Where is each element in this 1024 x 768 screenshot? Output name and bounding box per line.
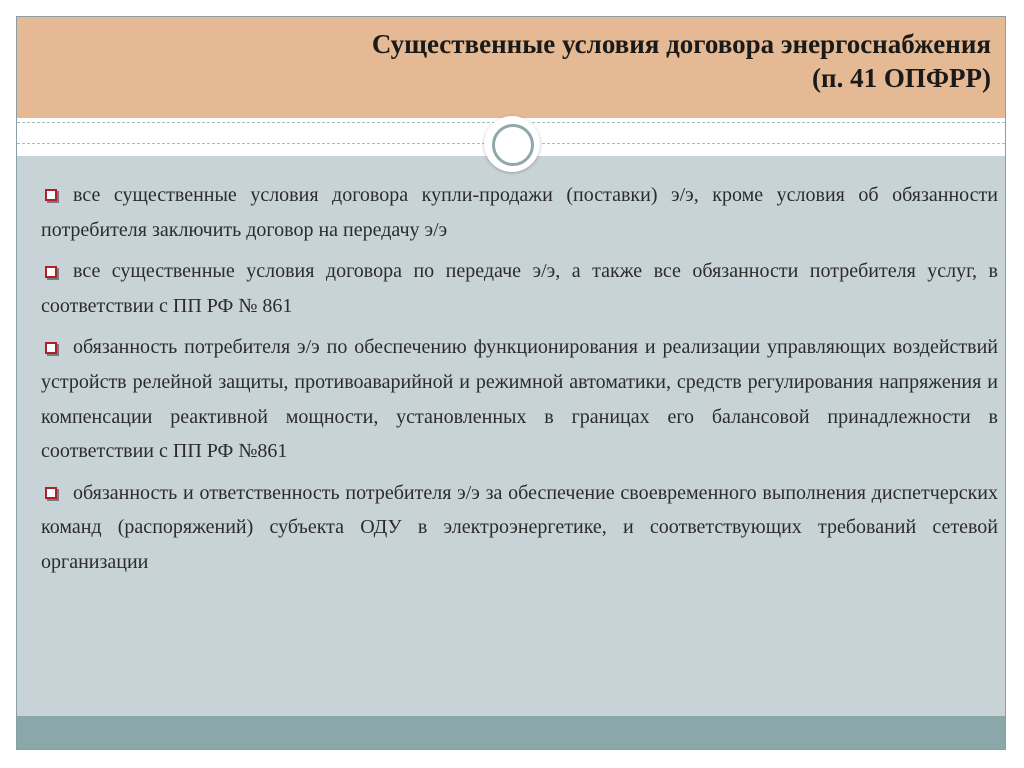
title-band — [17, 17, 1005, 118]
title-line-2: (п. 41 ОПФРР) — [812, 63, 991, 93]
list-item — [41, 476, 998, 580]
list-item-text: обязанность и ответственность потребителя э/э за обеспечение своевременного выполнения диспетчерских команд (распоряжений) субъекта ОДУ в электроэнергетике, и соответствующих требований сетевой организации — [41, 481, 998, 573]
title-line-1: Существенные условия договора энергоснабжения — [371, 29, 991, 59]
square-bullet-icon — [45, 342, 57, 354]
square-bullet-icon — [45, 487, 57, 499]
list-item-text: все существенные условия договора по передаче э/э, а также все обязанности потребителя услуг, в соответствии с ПП РФ № 861 — [41, 260, 998, 317]
list-item — [41, 254, 998, 323]
list-item-text: обязанность потребителя э/э по обеспечению функционирования и реализации управляющих воздействий устройств релейной защиты, противоаварийной и режимной автоматики, средств регулирования напряжения и компенсации реактивной мощности, установленных в границах его балансовой принадлежности в соответствии с ПП РФ №861 — [41, 336, 998, 463]
divider-circle-ornament — [484, 116, 540, 172]
footer-band — [17, 716, 1005, 749]
bullet-list — [41, 178, 998, 587]
slide-frame — [16, 16, 1006, 750]
content-area — [17, 156, 1005, 716]
slide-title — [51, 27, 991, 95]
square-bullet-icon — [45, 266, 57, 278]
square-bullet-icon — [45, 189, 57, 201]
list-item — [41, 330, 998, 468]
list-item-text: все существенные условия договора купли-продажи (поставки) э/э, кроме условия об обязанности потребителя заключить договор на передачу э/э — [41, 184, 998, 241]
list-item — [41, 178, 998, 247]
